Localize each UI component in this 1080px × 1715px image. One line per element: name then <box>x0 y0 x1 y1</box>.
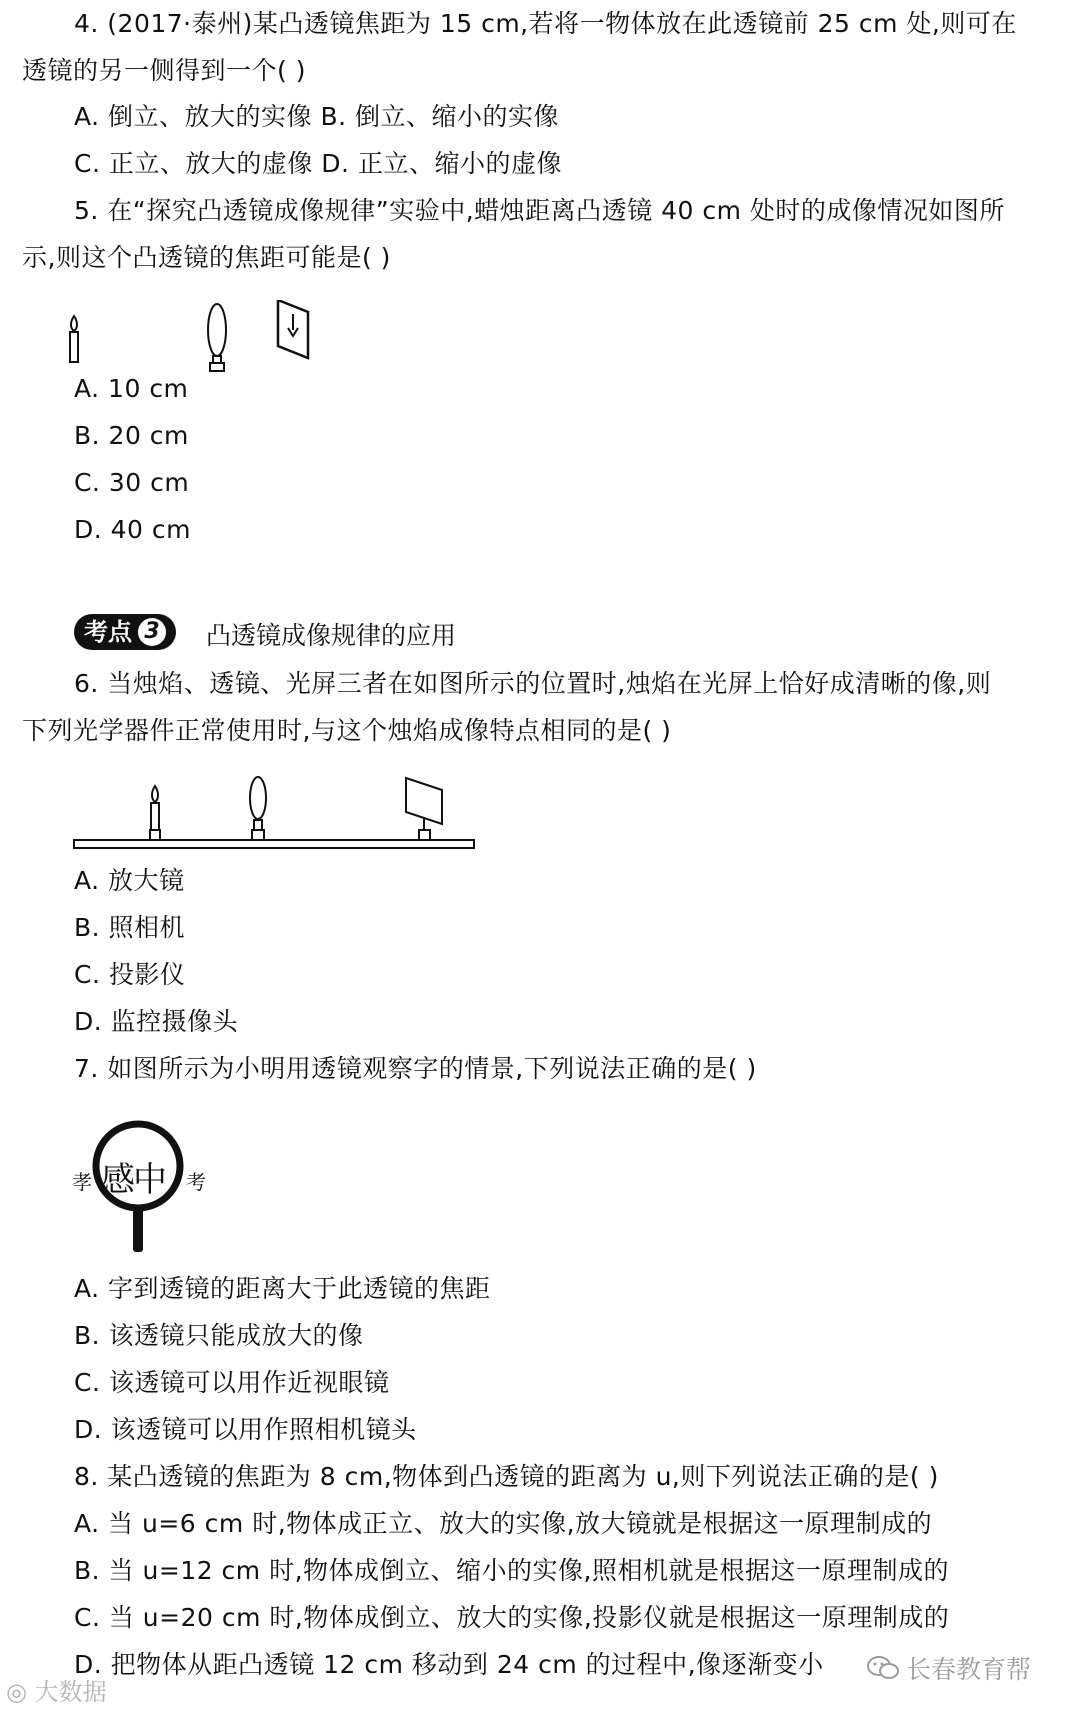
q7-option-d: D. 该透镜可以用作照相机镜头 <box>74 1415 417 1444</box>
bench-candle <box>150 786 160 840</box>
q5-option-b: B. 20 cm <box>74 421 189 450</box>
q8-option-b: B. 当 u=12 cm 时,物体成倒立、缩小的实像,照相机就是根据这一原理制成的 <box>74 1556 949 1585</box>
q5-option-c: C. 30 cm <box>74 468 190 497</box>
q4-options-cd: C. 正立、放大的虚像 D. 正立、缩小的虚像 <box>74 149 562 178</box>
bench-lens <box>250 777 266 840</box>
section-badge-text: 考点 <box>84 618 132 646</box>
watermark-left <box>6 1672 107 1707</box>
q5-option-a: A. 10 cm <box>74 374 189 403</box>
section-badge-number: 3 <box>138 618 166 646</box>
lens <box>208 304 226 371</box>
watermark-left-text: 大数据 <box>34 1678 107 1706</box>
q8-option-d: D. 把物体从距凸透镜 12 cm 移动到 24 cm 的过程中,像逐渐变小 <box>74 1650 824 1679</box>
watermark-right <box>866 1650 1031 1686</box>
q7-left-char: 孝 <box>72 1170 92 1194</box>
q6-line1: 6. 当烛焰、透镜、光屏三者在如图所示的位置时,烛焰在光屏上恰好成清晰的像,则 <box>74 669 992 698</box>
section-badge <box>74 614 176 650</box>
q5-line2: 示,则这个凸透镜的焦距可能是( ) <box>22 243 391 272</box>
q7-lens-text: 感中 <box>101 1160 165 1200</box>
wechat-icon <box>866 1654 900 1682</box>
q8-line1: 8. 某凸透镜的焦距为 8 cm,物体到凸透镜的距离为 u,则下列说法正确的是( ) <box>74 1462 939 1491</box>
q6-option-d: D. 监控摄像头 <box>74 1007 239 1036</box>
q4-line1: 4. (2017·泰州)某凸透镜焦距为 15 cm,若将一物体放在此透镜前 25 cm 处,则可在 <box>74 9 1017 38</box>
q6-line2: 下列光学器件正常使用时,与这个烛焰成像特点相同的是( ) <box>22 716 672 745</box>
q7-line1: 7. 如图所示为小明用透镜观察字的情景,下列说法正确的是( ) <box>74 1054 757 1083</box>
q5-option-d: D. 40 cm <box>74 515 192 544</box>
q4-line2: 透镜的另一侧得到一个( ) <box>22 56 306 85</box>
q6-option-c: C. 投影仪 <box>74 960 186 989</box>
optical-bench <box>74 840 474 848</box>
q6-option-a: A. 放大镜 <box>74 866 185 895</box>
section-title: 凸透镜成像规律的应用 <box>206 621 457 650</box>
q7-option-c: C. 该透镜可以用作近视眼镜 <box>74 1368 390 1397</box>
bench-screen <box>406 778 442 840</box>
q7-right-char: 考 <box>186 1170 206 1194</box>
q5-line1: 5. 在“探究凸透镜成像规律”实验中,蜡烛距离凸透镜 40 cm 处时的成像情况如图所 <box>74 196 1005 225</box>
q4-options-ab: A. 倒立、放大的实像 B. 倒立、缩小的实像 <box>74 102 560 131</box>
q7-option-a: A. 字到透镜的距离大于此透镜的焦距 <box>74 1274 491 1303</box>
screen-image <box>278 300 308 358</box>
q8-option-c: C. 当 u=20 cm 时,物体成倒立、放大的实像,投影仪就是根据这一原理制成的 <box>74 1603 950 1632</box>
watermark-right-text: 长春教育帮 <box>906 1655 1032 1684</box>
q6-option-b: B. 照相机 <box>74 913 186 942</box>
q7-option-b: B. 该透镜只能成放大的像 <box>74 1321 364 1350</box>
q8-option-a: A. 当 u=6 cm 时,物体成正立、放大的实像,放大镜就是根据这一原理制成的 <box>74 1509 933 1538</box>
watermark-left-icon: ◎ <box>6 1678 27 1706</box>
q7-figure <box>72 1118 222 1258</box>
q6-figure <box>70 770 480 850</box>
candle <box>70 316 78 362</box>
